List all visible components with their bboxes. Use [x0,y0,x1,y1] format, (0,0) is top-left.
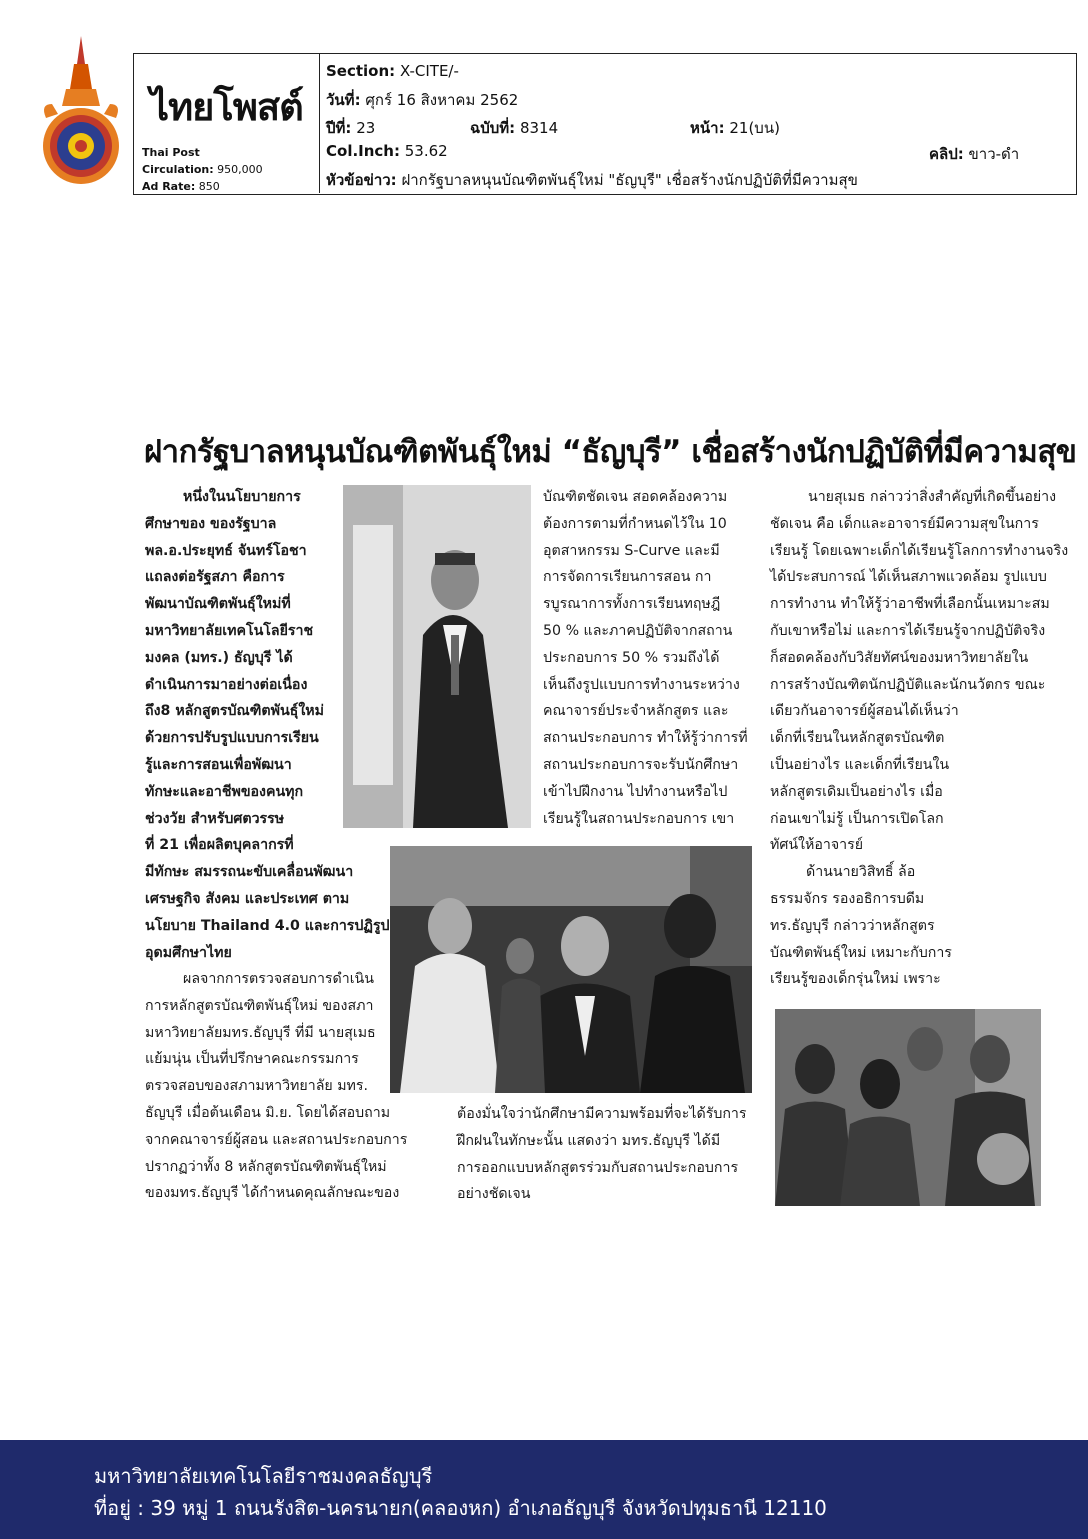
footer-bar [0,1440,1088,1539]
text-line: ถึง8 หลักสูตรบัณฑิตพันธุ์ใหม่ [145,703,324,720]
text-line: การออกแบบหลักสูตรร่วมกับสถานประกอบการ [457,1159,739,1176]
text-line: ที่ 21 เพื่อผลิตบุคลากรที่ [145,837,294,854]
clip-row: คลิป: ขาว-ดำ [929,145,1020,163]
date-row: วันที่: ศุกร์ 16 สิงหาคม 2562 [326,91,519,109]
circulation: Circulation: 950,000 [142,163,263,176]
text-line: ได้ประสบการณ์ ได้เห็นสภาพแวดล้อม รูปแบบ [770,569,1047,586]
text-line: การทำงาน ทำให้รู้ว่าอาชีพที่เลือกนั้นเหมาะสม [770,596,1050,613]
year-row: ปีที่: 23 [326,119,376,137]
group-photo [390,846,752,1093]
text-line: เดียวกันอาจารย์ผู้สอนได้เห็นว่า [770,703,959,720]
text-line: สถานประกอบการ ทำให้รู้ว่าการที่ [543,730,748,747]
article-column-3 [770,484,1069,993]
text-line: หลักสูตรเดิมเป็นอย่างไร เมื่อ [770,783,943,800]
section-row: Section: X-CITE/- [326,62,459,80]
text-line: อุดมศึกษาไทย [145,944,232,961]
text-line: แย้มนุ่น เป็นที่ปรึกษาคณะกรรมการ [145,1051,359,1068]
clipping-meta [326,54,1071,193]
text-line: จากคณาจารย์ผู้สอน และสถานประกอบการ [145,1131,408,1148]
text-line: การจัดการเรียนการสอน กา [543,569,712,586]
text-line: พัฒนาบัณฑิตพันธุ์ใหม่ที่ [145,596,291,613]
text-line: ด้านนายวิสิทธิ์ ล้อ [806,864,916,881]
portrait-photo [343,485,531,828]
text-line: ทัศน์ให้อาจารย์ [770,837,864,854]
text-line: ดำเนินการมาอย่างต่อเนื่อง [145,676,308,693]
text-line: แถลงต่อรัฐสภา คือการ [145,569,285,586]
masthead-panel [134,54,320,193]
ad-rate: Ad Rate: 850 [142,180,220,193]
text-line: พล.อ.ประยุทธ์ จันทร์โอชา [145,542,307,559]
issue-row: ฉบับที่: 8314 [470,119,559,137]
text-line: มงคล (มทร.) ธัญบุรี ได้ [145,649,293,666]
text-line: หนึ่งในนโยบายการ [183,489,301,505]
text-line: ธัญบุรี เมื่อต้นเดือน มิ.ย. โดยได้สอบถาม [145,1104,391,1121]
text-line: ทร.ธัญบุรี กล่าวว่าหลักสูตร [770,917,935,934]
text-line: ของมทร.ธัญบุรี ได้กำหนดคุณลักษณะของ [145,1185,400,1202]
text-line: มีทักษะ สมรรถนะขับเคลื่อนพัฒนา [145,864,354,881]
university-emblem-logo [38,34,124,186]
text-line: ผลจากการตรวจสอบการดำเนิน [183,971,374,987]
text-line: สถานประกอบการจะรับนักศึกษา [543,756,739,773]
text-line: อุตสาหกรรม S-Curve และมี [543,542,720,559]
text-line: อย่างชัดเจน [457,1186,531,1203]
text-line: ก็สอดคล้องกับวิสัยทัศน์ของมหาวิทยาลัยใน [770,649,1029,666]
text-line: มหาวิทยาลัยมทร.ธัญบุรี ที่มี นายสุเมธ [145,1024,376,1041]
text-line: เห็นถึงรูปแบบการทำงานระหว่าง [543,676,740,693]
text-line: นายสุเมธ กล่าวว่าสิ่งสำคัญที่เกิดขึ้นอย่าง [808,489,1057,505]
text-line: เข้าไปฝึกงาน ไปทำงานหรือไป [543,783,728,800]
footer-address: ที่อยู่ : 39 หมู่ 1 ถนนรังสิต-นครนายก(คลองหก) อำเภอธัญบุรี จังหวัดปทุมธานี 12110 [94,1496,827,1520]
text-line: บัณฑิตพันธุ์ใหม่ เหมาะกับการ [770,944,952,961]
topic-row: หัวข้อข่าว: ฝากรัฐบาลหนุนบัณฑิตพันธุ์ใหม่ "ธัญบุรี" เชื่อสร้างนักปฏิบัติที่มีความสุข [326,171,858,189]
text-line: ช่วงวัย สำหรับศตวรรษ [145,810,285,827]
text-line: บัณฑิตชัดเจน สอดคล้องความ [543,489,728,505]
text-line: ต้องมั่นใจว่านักศึกษามีความพร้อมที่จะได้รับการ [457,1106,747,1122]
clipping-header [133,53,1077,195]
article-column-2-top [543,484,753,832]
text-line: ด้วยการปรับรูปแบบการเรียน [145,730,319,747]
masthead-title: ไทยโพสต์ [150,84,303,129]
text-line: ประกอบการ 50 % รวมถึงได้ [543,649,720,666]
text-line: รู้และการสอนเพื่อพัฒนา [145,756,292,773]
text-line: กับเขาหรือไม่ และการได้เรียนรู้จากปฏิบัติจริง [770,622,1046,639]
article-headline: ฝากรัฐบาลหนุนบัณฑิตพันธุ์ใหม่ “ธัญบุรี” เชื่อสร้างนักปฏิบัติที่มีความสุข [144,434,1077,470]
text-line: เป็นอย่างไร และเด็กที่เรียนใน [770,756,950,773]
page-row: หน้า: 21(บน) [690,119,780,137]
text-line: ทักษะและอาชีพของคนทุก [145,783,304,800]
footer-university: มหาวิทยาลัยเทคโนโลยีราชมงคลธัญบุรี [94,1464,433,1488]
text-line: ชัดเจน คือ เด็กและอาจารย์มีความสุขในการ [770,515,1039,532]
text-line: ก่อนเขาไม่รู้ เป็นการเปิดโลก [770,810,944,827]
text-line: นโยบาย Thailand 4.0 และการปฏิรูป [145,917,390,934]
text-line: การหลักสูตรบัณฑิตพันธุ์ใหม่ ของสภา [145,997,374,1014]
article-column-1-body [145,966,408,1207]
text-line: เด็กที่เรียนในหลักสูตรบัณฑิต [770,730,945,747]
text-line: รบูรณาการทั้งการเรียนทฤษฎี [543,596,721,613]
text-line: การสร้างบัณฑิตนักปฏิบัติและนักนวัตกร ขณะ [770,676,1046,693]
text-line: ศึกษาของ ของรัฐบาล [145,515,277,532]
text-line: ฝึกฝนในทักษะนั้น แสดงว่า มทร.ธัญบุรี ได้มี [457,1132,721,1149]
article-column-2-bottom [457,1101,757,1208]
text-line: ต้องการตามที่กำหนดไว้ใน 10 [543,515,727,532]
text-line: เรียนรู้ โดยเฉพาะเด็กได้เรียนรู้โลกการทำงานจริง [770,542,1069,559]
text-line: ตรวจสอบของสภามหาวิทยาลัย มทร. [145,1078,369,1095]
text-line: ปรากฏว่าทั้ง 8 หลักสูตรบัณฑิตพันธุ์ใหม่ [145,1158,387,1175]
text-line: 50 % และภาคปฏิบัติจากสถาน [543,622,733,639]
masthead-en: Thai Post [142,146,200,159]
text-line: มหาวิทยาลัยเทคโนโลยีราช [145,622,314,639]
colinch-row: Col.Inch: 53.62 [326,142,448,160]
text-line: ธรรมจักร รองอธิการบดีม [770,890,925,907]
students-lab-photo [775,1009,1041,1206]
text-line: เรียนรู้ของเด็กรุ่นใหม่ เพราะ [770,971,941,988]
text-line: เรียนรู้ในสถานประกอบการ เขา [543,810,735,827]
text-line: คณาจารย์ประจำหลักสูตร และ [543,703,729,720]
text-line: เศรษฐกิจ สังคม และประเทศ ตาม [145,890,350,907]
